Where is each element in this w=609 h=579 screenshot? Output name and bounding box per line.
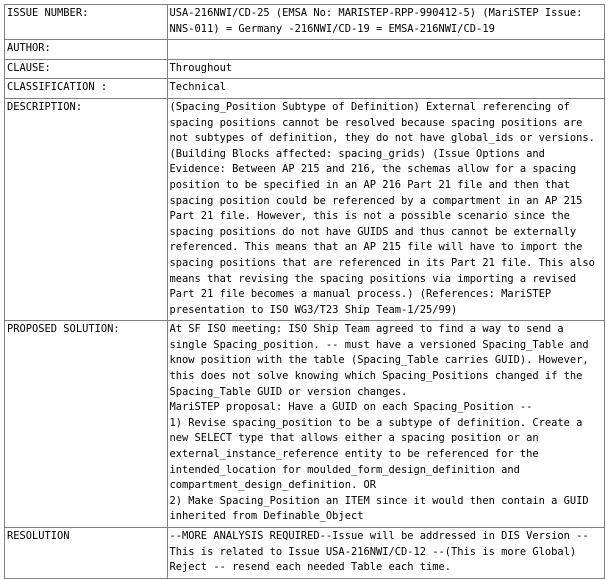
author-value	[167, 40, 604, 60]
issue-number-label: ISSUE NUMBER:	[5, 5, 168, 40]
clause-label: CLAUSE:	[5, 59, 168, 79]
proposed-solution-row	[5, 321, 605, 528]
issue-table	[4, 4, 605, 579]
clause-value: Throughout	[167, 59, 604, 79]
issue-number-value: USA-216NWI/CD-25 (EMSA No: MARISTEP-RPP-990412-5) (MariSTEP Issue: NNS-011) = Germany -216NWI/CD-19 = EMSA-216NWI/CD-19	[167, 5, 604, 40]
proposed-solution-label: PROPOSED SOLUTION:	[5, 321, 168, 528]
resolution-row	[5, 528, 605, 579]
issue-number-row	[5, 5, 605, 40]
proposed-solution-paragraph: 2) Make Spacing_Position an ITEM since it would then contain a GUID inherited from Definable_Object	[169, 494, 589, 523]
resolution-value: --MORE ANALYSIS REQUIRED--Issue will be addressed in DIS Version --This is related to Issue USA-216NWI/CD-12 --(This is more Global) Reject -- resend each needed Table each time.	[167, 528, 604, 579]
author-row	[5, 40, 605, 60]
classification-row	[5, 79, 605, 99]
description-value: (Spacing_Position Subtype of Definition) External referencing of spacing positions cannot be resolved because spacing positions are not subtypes of definition, they do not have global_ids or versions. (Building Blocks affected: spacing_grids) (Issue Options and Evidence: Between AP 215 and 216, the schemas allow for a spacing position to be specified in an AP 216 Part 21 file and then that spacing position could be referenced by a compartment in an AP 215 Part 21 file. However, this is not a possible scenario since the spacing positions do not have GUIDS and thus cannot be externally referenced. This means that an AP 215 file will have to import the spacing positions that are referenced in its Part 21 file. This also means that revising the spacing positions via importing a revised Part 21 file becomes a manual process.) (References: MariSTEP presentation to ISO WG3/T23 Ship Team-1/25/99)	[167, 98, 604, 320]
description-label: DESCRIPTION:	[5, 98, 168, 320]
description-row	[5, 98, 605, 320]
classification-label: CLASSIFICATION :	[5, 79, 168, 99]
proposed-solution-paragraph: MariSTEP proposal: Have a GUID on each Spacing_Position --	[169, 401, 533, 414]
proposed-solution-paragraph: 1) Revise spacing_position to be a subtype of definition. Create a new SELECT type that allows either a spacing position or an external_instance_reference entity to be referenced for the intended_location for moulded_form_design_definition and compartment_design_definition. OR	[169, 416, 583, 492]
resolution-label: RESOLUTION	[5, 528, 168, 579]
proposed-solution-paragraph: At SF ISO meeting: ISO Ship Team agreed to find a way to send a single Spacing_position. -- must have a versioned Spacing_Table and know position with the table (Spacing_Table carries GUID). However, this does not solve knowing which Spacing_Positions changed if the Spacing_Table GUID or version changes.	[169, 323, 589, 398]
classification-value: Technical	[167, 79, 604, 99]
proposed-solution-value	[167, 321, 604, 528]
author-label: AUTHOR:	[5, 40, 168, 60]
clause-row	[5, 59, 605, 79]
